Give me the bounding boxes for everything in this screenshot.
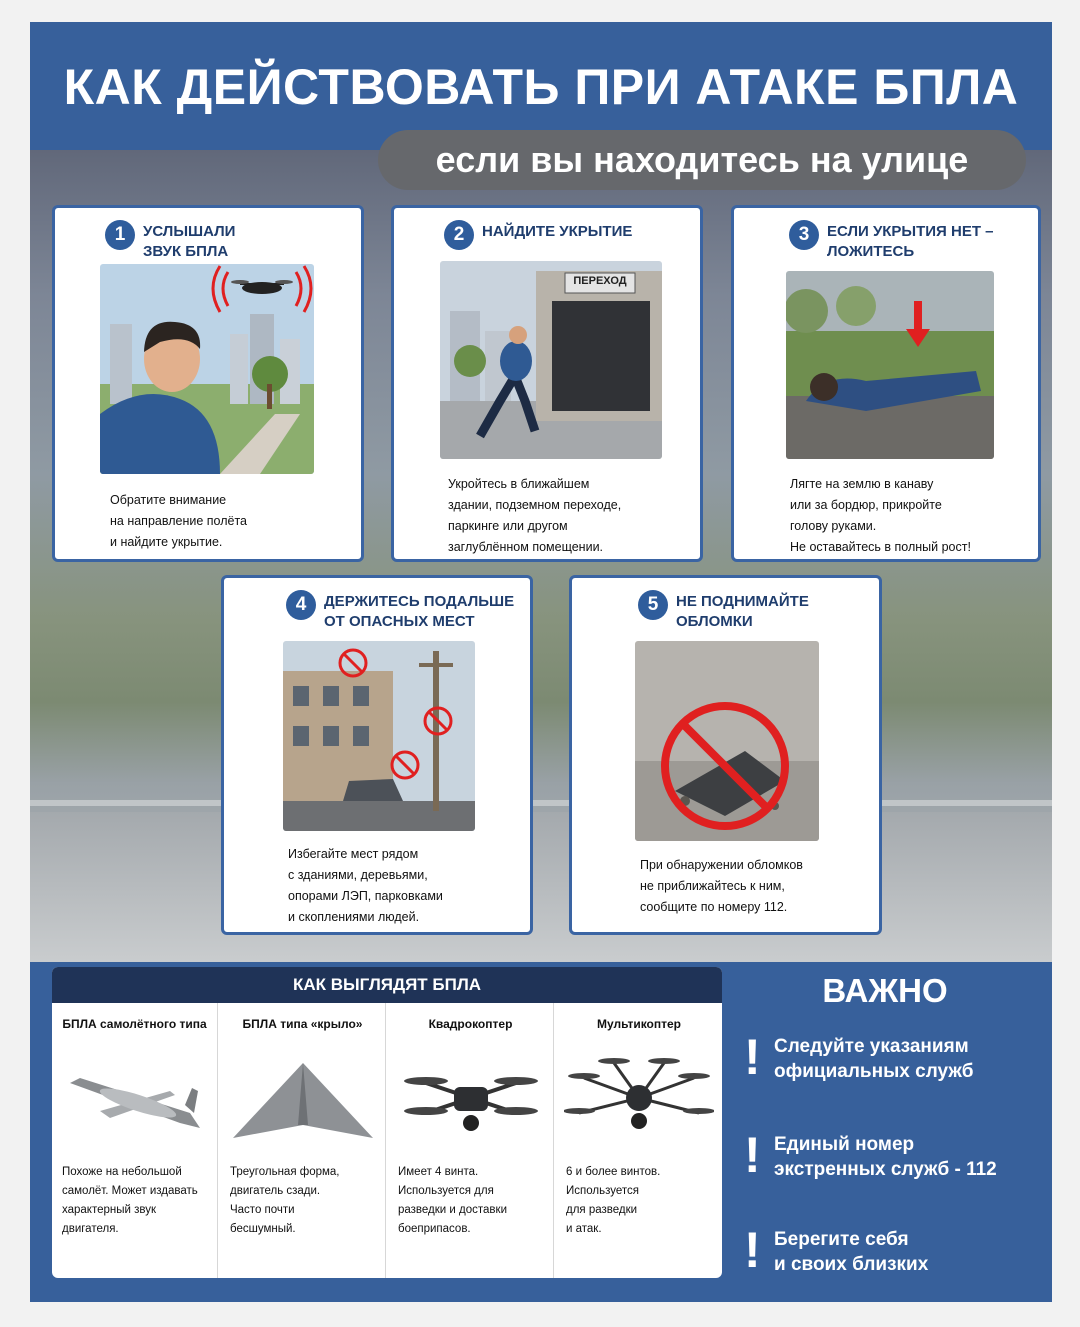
drone-type-delta-wing [220,1003,386,1278]
step-number: 3 [789,220,819,250]
important-item [744,1029,974,1085]
step-number: 2 [444,220,474,250]
step-title: ДЕРЖИТЕСЬ ПОДАЛЬШЕ ОТ ОПАСНЫХ МЕСТ [324,593,515,630]
person-lying-down-illustration [786,271,994,459]
person-running-to-shelter-illustration [440,261,662,459]
drone-type-name: БПЛА самолётного типа [62,1017,207,1031]
person-hearing-drone-illustration [100,264,314,474]
step-card-3 [731,205,1041,562]
drone-type-multicopter [556,1003,722,1278]
step-title: НЕ ПОДНИМАЙТЕ ОБЛОМКИ [676,593,809,630]
drone-type-description: Похоже на небольшой самолёт. Может издавать характерный звук двигателя. [62,1166,198,1235]
quadcopter-icon [396,1043,546,1153]
fixed-wing-drone-icon [60,1043,210,1153]
step-description: При обнаружении обломков не приближайтесь к ним, сообщите по номеру 112. [640,858,803,914]
step-title: ЕСЛИ УКРЫТИЯ НЕТ – ЛОЖИТЕСЬ [827,223,994,260]
road [30,812,1052,962]
step-number: 1 [105,220,135,250]
important-title: ВАЖНО [822,972,948,1009]
dangerous-places-illustration [283,641,475,831]
important-text: Единый номер экстренных служб - 112 [774,1134,997,1180]
step-title: НАЙДИТЕ УКРЫТИЕ [482,223,633,240]
step-card-4 [221,575,533,935]
drone-types-panel [52,967,722,1278]
drone-type-description: Имеет 4 винта. Используется для разведки и доставки боеприпасов. [398,1166,507,1235]
debris-prohibited-illustration [635,641,819,841]
page-title: КАК ДЕЙСТВОВАТЬ ПРИ АТАКЕ БПЛА [63,59,1019,115]
step-title: УСЛЫШАЛИ ЗВУК БПЛА [143,223,236,260]
drone-type-description: Треугольная форма, двигатель сзади. Часто почти бесшумный. [230,1166,340,1235]
step-number: 4 [286,590,316,620]
poster [30,22,1052,1302]
important-text: Берегите себя и своих близких [774,1229,929,1275]
drone-type-quadcopter [388,1003,554,1278]
step-description: Укройтесь в ближайшем здании, подземном переходе, паркинге или другом заглублённом помещении. [448,477,622,554]
step-card-1 [52,205,364,562]
drone-type-fixed-wing [52,1003,218,1278]
guard-rail [30,800,1052,806]
exclamation-icon: ! [744,1127,761,1183]
passage-sign: ПЕРЕХОД [573,275,627,287]
important-text: Следуйте указаниям официальных служб [774,1036,974,1082]
delta-wing-drone-icon [228,1043,378,1153]
important-item [744,1127,997,1183]
drone-type-description: 6 и более винтов. Используется для разведки и атак. [566,1166,661,1235]
step-number: 5 [638,590,668,620]
drone-type-name: БПЛА типа «крыло» [242,1017,363,1031]
drone-type-name: Мультикоптер [596,1017,682,1031]
step-card-2 [391,205,703,562]
step-card-5 [569,575,882,935]
step-description: Обратите внимание на направление полёта и найдите укрытие. [110,493,247,549]
important-item [744,1222,929,1278]
drone-type-name: Квадрокоптер [428,1017,513,1031]
multicopter-icon [564,1043,714,1153]
step-description: Избегайте мест рядом с зданиями, деревьями, опорами ЛЭП, парковками и скоплениями людей. [288,847,443,924]
subtitle-pill: если вы находитесь на улице [378,130,1026,190]
step-description: Лягте на землю в канаву или за бордюр, прикройте голову руками. Не оставайтесь в полный рост! [790,477,971,554]
exclamation-icon: ! [744,1029,761,1085]
exclamation-icon: ! [744,1222,761,1278]
drone-types-header: КАК ВЫГЛЯДЯТ БПЛА [52,967,722,1003]
